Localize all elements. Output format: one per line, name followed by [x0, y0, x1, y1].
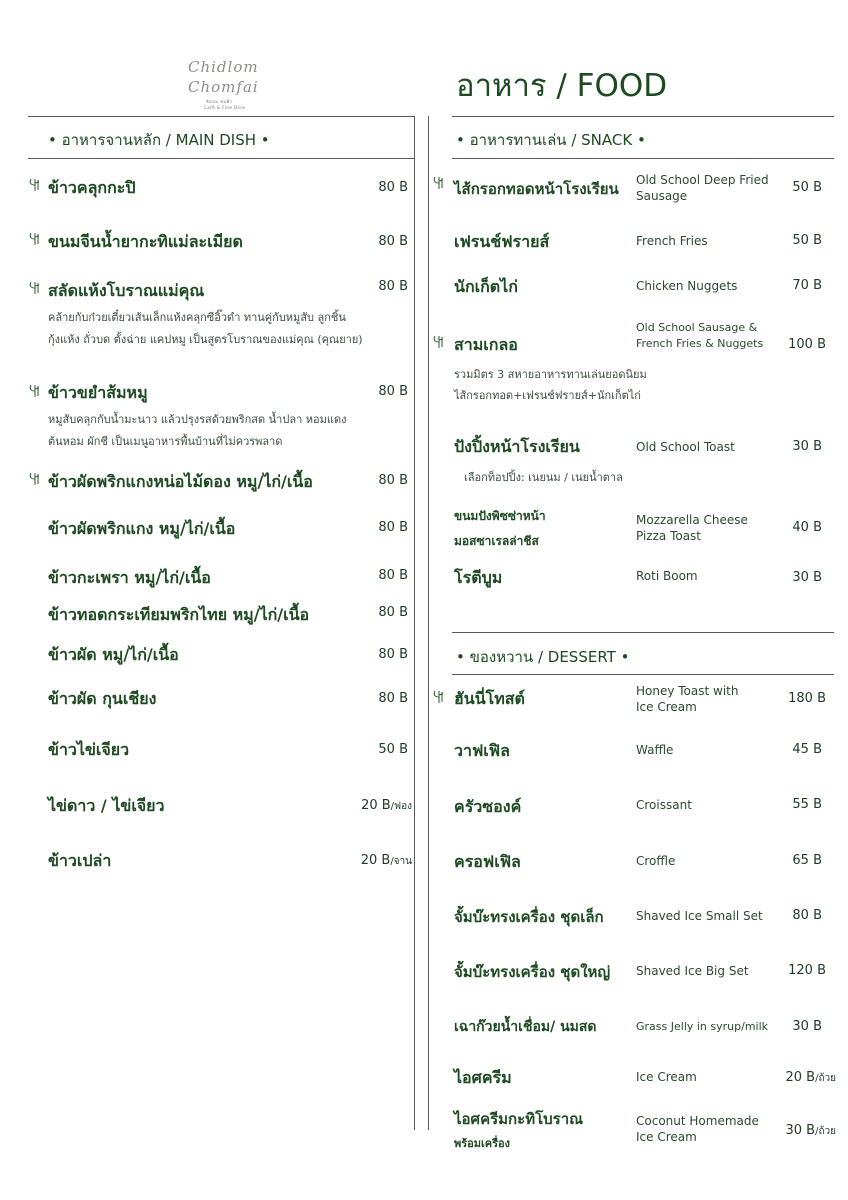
price-unit: /ถ้วย	[815, 1126, 836, 1137]
list-item-description: ต้นหอม ผักชี เป็นเมนูอาหารพื้นบ้านที่ไม่ควรพลาด	[48, 435, 283, 448]
list-item-name: จั้มบ๊ะทรงเครื่อง ชุดเล็ก	[454, 908, 604, 926]
list-item-name: ข้าวผัดพริกแกง หมู/ไก่/เนื้อ	[48, 519, 236, 538]
list-item-english: Grass Jelly in syrup/milk	[636, 1020, 769, 1033]
list-item-name: สลัดแห้งโบราณแม่คุณ	[48, 281, 205, 300]
list-item-name: ข้าวคลุกกะปิ	[48, 178, 136, 197]
list-item-english: Old School Deep Fried Sausage	[636, 173, 769, 203]
list-item-english: Old School Sausage & French Fries & Nuggets	[636, 321, 764, 350]
list-item-name: จั้มบ๊ะทรงเครื่อง ชุดใหญ่	[454, 963, 611, 981]
recommended-leaf-icon	[28, 232, 42, 246]
list-item-price: 120 B	[788, 963, 826, 978]
list-item-name: โรตีบูม	[454, 568, 503, 587]
page-title: อาหาร / FOOD	[456, 68, 668, 104]
price-unit: /ถ้วย	[815, 1073, 836, 1084]
list-item-english: Ice Cream	[636, 1070, 697, 1084]
logo	[180, 58, 270, 116]
list-item-name-line2: พร้อมเครื่อง	[454, 1137, 511, 1150]
list-item-price: 180 B	[788, 691, 826, 706]
list-item-price: 50 B	[792, 180, 822, 195]
list-item-english: Croffle	[636, 854, 676, 868]
recommended-leaf-icon	[28, 178, 42, 192]
list-item-name: ข้าวผัดพริกแกงหน่อไม้ดอง หมู/ไก่/เนื้อ	[48, 472, 313, 491]
price-value: 20 B	[361, 798, 391, 813]
price-unit: /จาน	[390, 856, 412, 867]
list-item-name-line2: มอสซาเรลล่าชีส	[454, 534, 539, 548]
logo-line1: Chidlom	[188, 58, 259, 76]
snack-heading-rule	[452, 158, 834, 159]
snack-heading: • อาหารทานเล่น / SNACK •	[456, 131, 646, 149]
column-divider-left	[414, 116, 415, 1130]
list-item-name: สามเกลอ	[454, 335, 518, 354]
list-item-name: ครัวซองค์	[454, 797, 522, 816]
logo-line2: Chomfai	[188, 78, 259, 96]
list-item-english: Old School Toast	[636, 440, 735, 454]
divider-top-left	[28, 116, 414, 117]
recommended-leaf-icon	[28, 281, 42, 295]
list-item-price: 80 B	[378, 384, 408, 399]
list-item-english: Mozzarella Cheese Pizza Toast	[636, 513, 748, 543]
list-item-price: 30 B	[792, 439, 822, 454]
list-item-name: ขนมปังพิซซ่าหน้า	[454, 509, 546, 523]
recommended-leaf-icon	[432, 335, 446, 349]
list-item-price: 80 B	[378, 473, 408, 488]
list-item-name: นักเก็ตไก่	[454, 277, 518, 296]
dessert-top-rule	[452, 632, 834, 633]
list-item-name: ปังปิ้งหน้าโรงเรียน	[454, 437, 580, 456]
list-item-price: 40 B	[792, 520, 822, 535]
dessert-heading: • ของหวาน / DESSERT •	[456, 648, 630, 666]
list-item-description: หมูสับคลุกกับน้ำมะนาว แล้วปรุงรสด้วยพริกสด น้ำปลา หอมแดง	[48, 413, 347, 426]
list-item-price: 100 B	[788, 337, 826, 352]
list-item-price	[361, 853, 412, 869]
list-item-price	[786, 1070, 837, 1086]
list-item-name: เฟรนช์ฟรายส์	[454, 232, 550, 251]
list-item-price: 70 B	[792, 278, 822, 293]
recommended-leaf-icon	[28, 384, 42, 398]
list-item-price: 55 B	[792, 797, 822, 812]
main-dish-heading-rule	[28, 158, 414, 159]
list-item-english: Croissant	[636, 798, 692, 812]
logo-subtitle-2: Café & Fine Dine	[204, 105, 246, 110]
list-item-name: ฮันนี่โทสต์	[454, 689, 525, 708]
list-item-description: รวมมิตร 3 สหายอาหารทานเล่นยอดนิยม	[454, 368, 647, 381]
list-item-price: 80 B	[378, 568, 408, 583]
list-item-price: 50 B	[792, 233, 822, 248]
list-item-price: 80 B	[378, 520, 408, 535]
list-item-english: Waffle	[636, 743, 674, 757]
list-item-price: 80 B	[792, 908, 822, 923]
list-item-name: ข้าวผัด หมู/ไก่/เนื้อ	[48, 645, 179, 664]
list-item-name: ไส้กรอกทอดหน้าโรงเรียน	[454, 180, 619, 198]
list-item-description: ไส้กรอกทอด+เฟรนช์ฟรายส์+นักเก็ตไก่	[454, 389, 641, 402]
list-item-name: ข้าวกะเพรา หมู/ไก่/เนื้อ	[48, 568, 211, 587]
list-item-name: ขนมจีนน้ำยากะทิแม่ละเมียด	[48, 232, 243, 251]
list-item-price: 30 B	[792, 1019, 822, 1034]
list-item-price	[361, 798, 412, 814]
dessert-heading-rule	[452, 674, 834, 675]
list-item-english: French Fries	[636, 234, 708, 248]
list-item-name: ข้าวเปล่า	[48, 851, 112, 870]
list-item-english: Honey Toast with Ice Cream	[636, 684, 739, 714]
recommended-leaf-icon	[28, 472, 42, 486]
recommended-leaf-icon	[432, 176, 446, 190]
list-item-name: ไอศครีมกะทิโบราณ	[454, 1110, 584, 1128]
list-item-english: Shaved Ice Small Set	[636, 909, 763, 923]
list-item-price: 80 B	[378, 180, 408, 195]
list-item-english: Coconut Homemade Ice Cream	[636, 1114, 759, 1144]
logo-subtitle: ชิดลม ชมฟ้า	[206, 99, 233, 104]
list-item-price: 45 B	[792, 742, 822, 757]
list-item-english: Roti Boom	[636, 569, 698, 583]
list-item-price: 50 B	[378, 742, 408, 757]
main-dish-heading: • อาหารจานหลัก / MAIN DISH •	[48, 131, 270, 149]
list-item-name: ข้าวขยำส้มหมู	[48, 383, 148, 402]
list-item-description: กุ้งแห้ง ถั่วบด ตั้งฉ่าย แคปหมู เป็นสูตรโบราณของแม่คุณ (คุณยาย)	[48, 333, 363, 346]
list-item-price: 80 B	[378, 647, 408, 662]
price-value: 20 B	[360, 853, 391, 868]
list-item-price: 80 B	[378, 234, 408, 249]
list-item-name: ไอศครีม	[454, 1068, 512, 1087]
topping-options: เลือกท็อปปิ้ง: เนยนม / เนยน้ำตาล	[464, 471, 623, 484]
list-item-price: 30 B	[792, 570, 822, 585]
list-item-price: 80 B	[378, 605, 408, 620]
list-item-price	[786, 1123, 837, 1139]
list-item-name: ครอฟเฟิล	[454, 852, 521, 871]
price-value: 30 B	[785, 1123, 816, 1138]
price-value: 20 B	[785, 1070, 816, 1085]
list-item-price: 80 B	[378, 279, 408, 294]
list-item-name: ข้าวไข่เจียว	[48, 740, 130, 759]
recommended-leaf-icon	[432, 690, 446, 704]
list-item-description: คล้ายกับก๋วยเตี๋ยวเส้นเล็กแห้งคลุกซีอิ๊วดำ ทานคู่กับหมูสับ ลูกชิ้น	[48, 311, 346, 324]
list-item-english: Chicken Nuggets	[636, 279, 738, 293]
list-item-english: Shaved Ice Big Set	[636, 964, 749, 978]
list-item-price: 65 B	[792, 853, 822, 868]
divider-top-right	[452, 116, 834, 117]
list-item-name: วาฟเฟิล	[454, 741, 510, 760]
price-unit: /ฟอง	[390, 801, 412, 812]
list-item-name: เฉาก๊วยน้ำเชื่อม/ นมสด	[454, 1019, 597, 1035]
list-item-name: ข้าวผัด กุนเชียง	[48, 689, 157, 708]
list-item-price: 80 B	[378, 691, 408, 706]
list-item-name: ไข่ดาว / ไข่เจียว	[48, 796, 165, 815]
list-item-name: ข้าวทอดกระเทียมพริกไทย หมู/ไก่/เนื้อ	[48, 605, 310, 624]
column-divider-right	[428, 116, 429, 1130]
